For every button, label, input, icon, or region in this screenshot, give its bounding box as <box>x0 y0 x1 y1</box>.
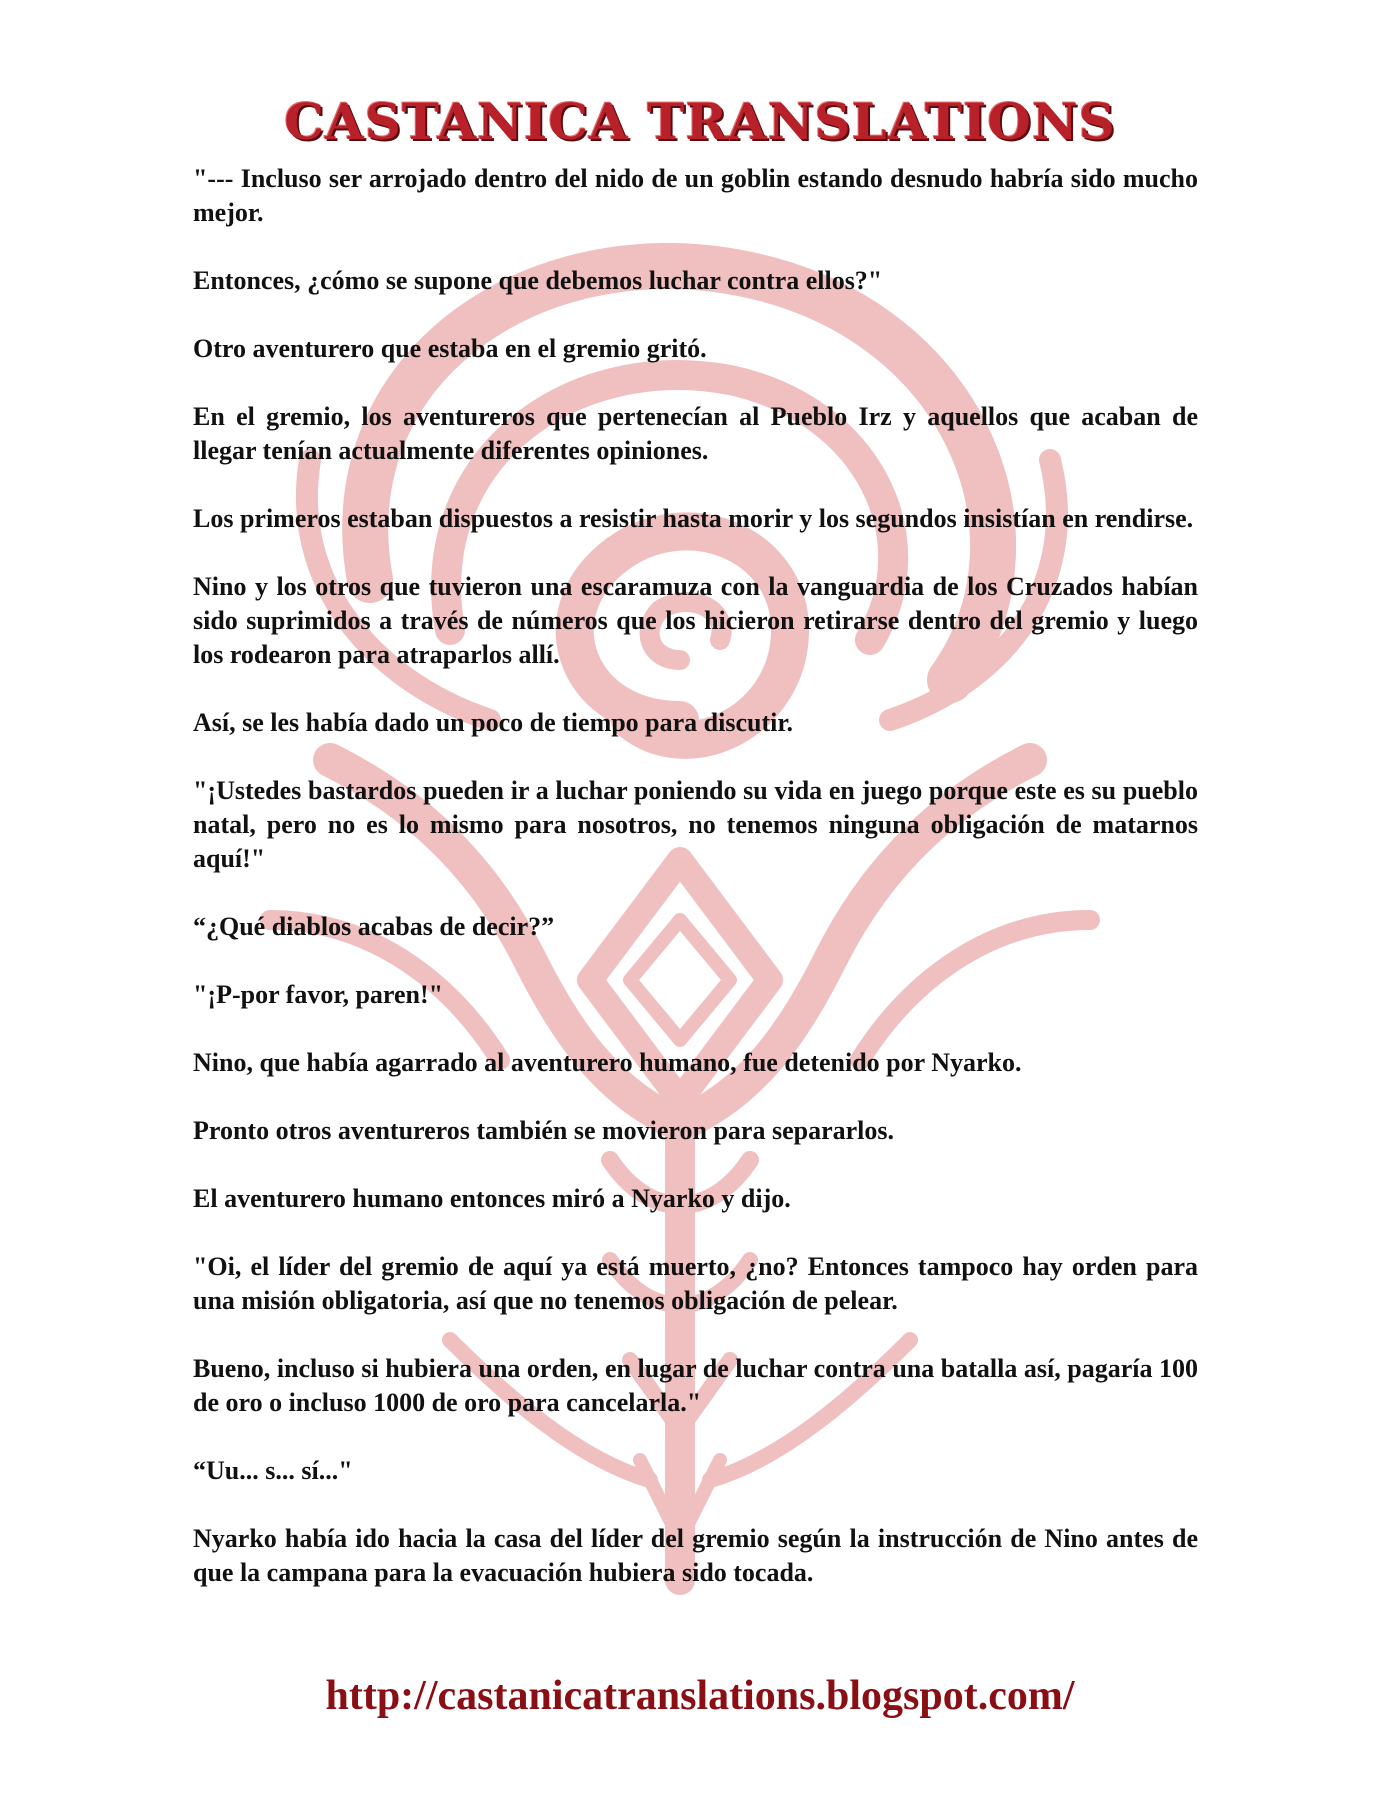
footer-website-link[interactable]: http://castanicatranslations.blogspot.com/ <box>325 1673 1075 1719</box>
paragraph: Otro aventurero que estaba en el gremio gritó. <box>193 334 707 363</box>
paragraph: "¡P-por favor, paren!" <box>193 980 444 1009</box>
paragraph: "¡Ustedes bastardos pueden ir a luchar poniendo su vida en juego porque este es su pueblo natal, pero no es lo mismo para nosotros, no tenemos ninguna obligación de matarnos aquí!" <box>193 776 1198 873</box>
paragraph: Nino y los otros que tuvieron una escaramuza con la vanguardia de los Cruzados habían sido suprimidos a través de números que los hicieron retirarse dentro del gremio y luego los rodearon para atraparlos allí. <box>193 572 1198 669</box>
paragraph: Los primeros estaban dispuestos a resistir hasta morir y los segundos insistían en rendirse. <box>193 504 1194 533</box>
paragraph: El aventurero humano entonces miró a Nyarko y dijo. <box>193 1184 791 1213</box>
paragraph: "--- Incluso ser arrojado dentro del nido de un goblin estando desnudo habría sido mucho mejor. <box>193 164 1198 227</box>
paragraph: Entonces, ¿cómo se supone que debemos luchar contra ellos?" <box>193 266 883 295</box>
paragraph: Pronto otros aventureros también se movieron para separarlos. <box>193 1116 894 1145</box>
paragraph: "Oi, el líder del gremio de aquí ya está muerto, ¿no? Entonces tampoco hay orden para una misión obligatoria, así que no tenemos obligación de pelear. <box>193 1252 1198 1315</box>
paragraph: “¿Qué diablos acabas de decir?” <box>193 912 555 941</box>
chapter-body <box>193 162 1198 1624</box>
paragraph: Bueno, incluso si hubiera una orden, en lugar de luchar contra una batalla así, pagaría 100 de oro o incluso 1000 de oro para cancelarla." <box>193 1354 1198 1417</box>
paragraph: Así, se les había dado un poco de tiempo para discutir. <box>193 708 794 737</box>
paragraph: Nyarko había ido hacia la casa del líder del gremio según la instrucción de Nino antes de que la campana para la evacuación hubiera sido tocada. <box>193 1524 1198 1587</box>
page-title: CASTANICA TRANSLATIONS <box>284 92 1116 151</box>
paragraph: En el gremio, los aventureros que pertenecían al Pueblo Irz y aquellos que acaban de llegar tenían actualmente diferentes opiniones. <box>193 402 1198 465</box>
paragraph: “Uu... s... sí..." <box>193 1456 353 1485</box>
paragraph: Nino, que había agarrado al aventurero humano, fue detenido por Nyarko. <box>193 1048 1022 1077</box>
